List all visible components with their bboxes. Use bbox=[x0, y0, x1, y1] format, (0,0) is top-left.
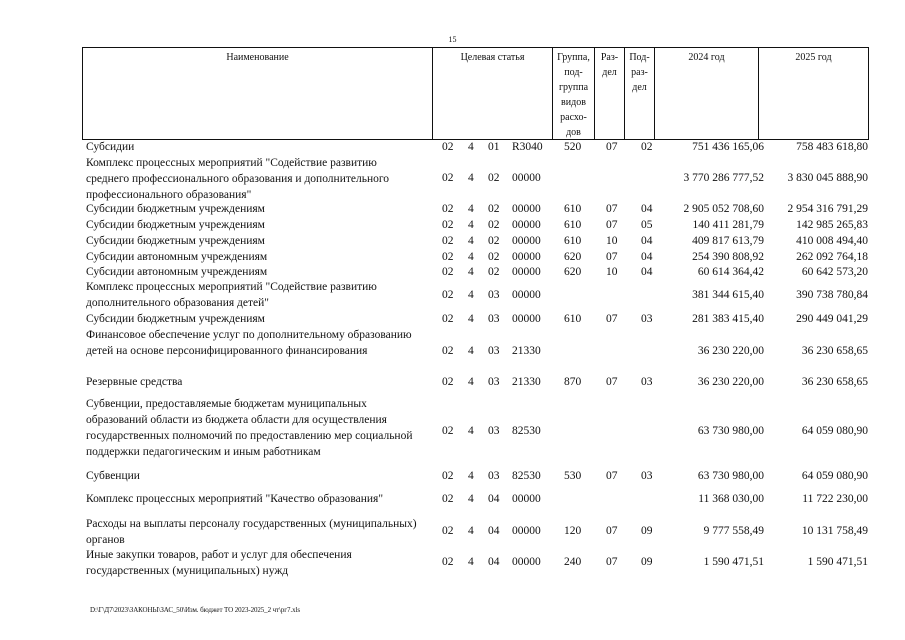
row-name: Субсидии бюджетным учреждениям bbox=[86, 235, 265, 247]
amount-2024: 3 770 286 777,52 bbox=[683, 172, 764, 184]
target-code-2: 4 bbox=[468, 376, 474, 388]
target-code-4: 00000 bbox=[512, 219, 541, 231]
target-code-3: 03 bbox=[488, 470, 500, 482]
row-name: Резервные средства bbox=[86, 376, 183, 388]
row-name: Субсидии бюджетным учреждениям bbox=[86, 313, 265, 325]
row-name: Субсидии бюджетным учреждениям bbox=[86, 219, 265, 231]
target-code-4: 00000 bbox=[512, 266, 541, 278]
header-target: Целевая статья bbox=[433, 48, 553, 139]
row-name: Субсидии автономным учреждениям bbox=[86, 266, 268, 278]
section-code: 07 bbox=[606, 203, 618, 215]
section-code: 10 bbox=[606, 235, 618, 247]
target-code-3: 03 bbox=[488, 344, 500, 357]
amount-2024: 63 730 980,00 bbox=[697, 470, 764, 482]
subsection-code: 02 bbox=[641, 141, 653, 153]
group-code: 520 bbox=[564, 141, 582, 153]
header-subsection: Под- раз- дел bbox=[625, 48, 655, 139]
target-code-2: 4 bbox=[468, 344, 474, 357]
subsection-code: 04 bbox=[641, 251, 653, 263]
table-row bbox=[86, 264, 876, 280]
table-row bbox=[86, 311, 876, 327]
group-code: 610 bbox=[564, 203, 582, 215]
target-code-2: 4 bbox=[468, 525, 474, 537]
section-code: 07 bbox=[606, 251, 618, 263]
header-2025: 2025 год bbox=[759, 48, 869, 139]
target-code-4: 21330 bbox=[512, 344, 541, 357]
target-code-4: 00000 bbox=[512, 556, 541, 568]
amount-2024: 36 230 220,00 bbox=[697, 344, 764, 357]
target-code-1: 02 bbox=[442, 556, 454, 568]
amount-2025: 142 985 265,83 bbox=[796, 219, 868, 231]
target-code-1: 02 bbox=[442, 266, 454, 278]
group-code: 620 bbox=[564, 251, 582, 263]
row-name: Финансовое обеспечение услуг по дополнительному образованию детей на основе персонифицированного финансирования bbox=[86, 329, 412, 357]
amount-2025: 60 642 573,20 bbox=[801, 266, 868, 278]
target-code-3: 02 bbox=[488, 266, 500, 278]
target-code-1: 02 bbox=[442, 470, 454, 482]
target-code-1: 02 bbox=[442, 493, 454, 505]
subsection-code: 04 bbox=[641, 203, 653, 215]
section-code: 07 bbox=[606, 313, 618, 325]
amount-2025: 36 230 658,65 bbox=[801, 376, 868, 388]
group-code: 610 bbox=[564, 313, 582, 325]
subsection-code: 05 bbox=[641, 219, 653, 231]
footer-path: D:\Г\Д7\2023\ЗАКОНЫ\ЗАС_50\Изм. бюджет ТО 2023-2025_2 чт\рг7.xls bbox=[90, 606, 300, 614]
group-code: 870 bbox=[564, 376, 582, 388]
section-code: 07 bbox=[606, 470, 618, 482]
target-code-4: 00000 bbox=[512, 493, 541, 505]
subsection-code: 03 bbox=[641, 313, 653, 325]
header-section: Раз- дел bbox=[595, 48, 625, 139]
target-code-3: 03 bbox=[488, 376, 500, 388]
target-code-4: R3040 bbox=[512, 141, 543, 153]
target-code-3: 03 bbox=[488, 289, 500, 301]
group-code: 610 bbox=[564, 235, 582, 247]
section-code: 07 bbox=[606, 141, 618, 153]
amount-2025: 2 954 316 791,29 bbox=[787, 203, 868, 215]
row-name: Расходы на выплаты персоналу государственных (муниципальных) органов bbox=[86, 518, 417, 546]
target-code-1: 02 bbox=[442, 344, 454, 357]
target-code-2: 4 bbox=[468, 493, 474, 505]
amount-2025: 10 131 758,49 bbox=[801, 525, 868, 537]
amount-2024: 9 777 558,49 bbox=[703, 525, 764, 537]
target-code-4: 00000 bbox=[512, 289, 541, 301]
header-group: Группа, под- группа видов расхо- дов bbox=[553, 48, 595, 139]
table-row bbox=[86, 547, 876, 577]
amount-2024: 254 390 808,92 bbox=[692, 251, 764, 263]
amount-2025: 262 092 764,18 bbox=[796, 251, 868, 263]
subsection-code: 09 bbox=[641, 525, 653, 537]
table-row bbox=[86, 491, 876, 507]
amount-2025: 1 590 471,51 bbox=[807, 556, 868, 568]
amount-2024: 11 368 030,00 bbox=[698, 493, 764, 505]
table-header bbox=[82, 47, 869, 140]
target-code-1: 02 bbox=[442, 219, 454, 231]
amount-2025: 290 449 041,29 bbox=[796, 313, 868, 325]
target-code-3: 02 bbox=[488, 235, 500, 247]
target-code-2: 4 bbox=[468, 235, 474, 247]
target-code-3: 02 bbox=[488, 172, 500, 184]
target-code-3: 04 bbox=[488, 493, 500, 505]
target-code-2: 4 bbox=[468, 251, 474, 263]
section-code: 07 bbox=[606, 376, 618, 388]
target-code-2: 4 bbox=[468, 425, 474, 437]
amount-2024: 381 344 615,40 bbox=[692, 289, 764, 301]
target-code-2: 4 bbox=[468, 219, 474, 231]
row-name: Субсидии bbox=[86, 141, 135, 153]
target-code-2: 4 bbox=[468, 556, 474, 568]
header-name: Наименование bbox=[83, 48, 433, 139]
row-name: Комплекс процессных мероприятий "Качество образования" bbox=[86, 493, 384, 505]
table-row bbox=[86, 516, 876, 546]
target-code-1: 02 bbox=[442, 235, 454, 247]
row-name: Иные закупки товаров, работ и услуг для обеспечения государственных (муниципальных) нужд bbox=[86, 549, 352, 577]
target-code-2: 4 bbox=[468, 141, 474, 153]
target-code-4: 82530 bbox=[512, 425, 541, 437]
subsection-code: 09 bbox=[641, 556, 653, 568]
target-code-1: 02 bbox=[442, 251, 454, 263]
table-row bbox=[86, 217, 876, 233]
amount-2025: 3 830 045 888,90 bbox=[787, 172, 868, 184]
table-row bbox=[86, 396, 876, 466]
amount-2025: 64 059 080,90 bbox=[801, 425, 868, 437]
target-code-1: 02 bbox=[442, 203, 454, 215]
target-code-4: 00000 bbox=[512, 313, 541, 325]
table-row bbox=[86, 201, 876, 217]
amount-2025: 390 738 780,84 bbox=[796, 289, 868, 301]
amount-2024: 63 730 980,00 bbox=[697, 425, 764, 437]
subsection-code: 04 bbox=[641, 266, 653, 278]
subsection-code: 03 bbox=[641, 470, 653, 482]
amount-2024: 751 436 165,06 bbox=[692, 141, 764, 153]
target-code-3: 02 bbox=[488, 203, 500, 215]
amount-2024: 281 383 415,40 bbox=[692, 313, 764, 325]
target-code-3: 04 bbox=[488, 556, 500, 568]
group-code: 120 bbox=[564, 525, 582, 537]
row-name: Субвенции, предоставляемые бюджетам муниципальных образований области из бюджета области для осуществления государственных полномочий по предоставлению мер социальной поддержки педагогическим и иным работникам bbox=[86, 398, 413, 458]
target-code-4: 00000 bbox=[512, 203, 541, 215]
table-row bbox=[86, 279, 876, 311]
row-name: Субсидии бюджетным учреждениям bbox=[86, 203, 265, 215]
page-number: 15 bbox=[448, 35, 457, 44]
target-code-1: 02 bbox=[442, 525, 454, 537]
row-name: Комплекс процессных мероприятий "Содействие развитию дополнительного образования детей" bbox=[86, 281, 377, 309]
amount-2025: 11 722 230,00 bbox=[802, 493, 868, 505]
target-code-4: 00000 bbox=[512, 525, 541, 537]
target-code-2: 4 bbox=[468, 470, 474, 482]
table-row bbox=[86, 155, 876, 201]
group-code: 610 bbox=[564, 219, 582, 231]
amount-2024: 140 411 281,79 bbox=[692, 219, 764, 231]
amount-2024: 1 590 471,51 bbox=[703, 556, 764, 568]
target-code-3: 02 bbox=[488, 219, 500, 231]
table-row bbox=[86, 233, 876, 249]
amount-2024: 2 905 052 708,60 bbox=[683, 203, 764, 215]
table-row bbox=[86, 468, 876, 484]
amount-2024: 60 614 364,42 bbox=[697, 266, 764, 278]
target-code-2: 4 bbox=[468, 203, 474, 215]
amount-2025: 410 008 494,40 bbox=[796, 235, 868, 247]
target-code-3: 02 bbox=[488, 251, 500, 263]
target-code-1: 02 bbox=[442, 313, 454, 325]
target-code-4: 82530 bbox=[512, 470, 541, 482]
target-code-1: 02 bbox=[442, 172, 454, 184]
target-code-3: 03 bbox=[488, 313, 500, 325]
target-code-2: 4 bbox=[468, 266, 474, 278]
target-code-2: 4 bbox=[468, 172, 474, 184]
amount-2025: 64 059 080,90 bbox=[801, 470, 868, 482]
target-code-4: 00000 bbox=[512, 172, 541, 184]
subsection-code: 03 bbox=[641, 376, 653, 388]
table-row bbox=[86, 327, 876, 374]
table-row bbox=[86, 374, 876, 390]
target-code-3: 03 bbox=[488, 425, 500, 437]
section-code: 07 bbox=[606, 525, 618, 537]
section-code: 07 bbox=[606, 556, 618, 568]
target-code-3: 04 bbox=[488, 525, 500, 537]
table-row bbox=[86, 139, 876, 155]
target-code-2: 4 bbox=[468, 289, 474, 301]
group-code: 620 bbox=[564, 266, 582, 278]
row-name: Субсидии автономным учреждениям bbox=[86, 251, 268, 263]
target-code-1: 02 bbox=[442, 141, 454, 153]
target-code-2: 4 bbox=[468, 313, 474, 325]
table-row bbox=[86, 249, 876, 265]
target-code-1: 02 bbox=[442, 289, 454, 301]
target-code-1: 02 bbox=[442, 376, 454, 388]
target-code-1: 02 bbox=[442, 425, 454, 437]
target-code-4: 21330 bbox=[512, 376, 541, 388]
target-code-4: 00000 bbox=[512, 251, 541, 263]
row-name: Субвенции bbox=[86, 470, 140, 482]
amount-2025: 36 230 658,65 bbox=[801, 344, 868, 357]
subsection-code: 04 bbox=[641, 235, 653, 247]
section-code: 10 bbox=[606, 266, 618, 278]
target-code-3: 01 bbox=[488, 141, 500, 153]
section-code: 07 bbox=[606, 219, 618, 231]
group-code: 530 bbox=[564, 470, 582, 482]
group-code: 240 bbox=[564, 556, 582, 568]
row-name: Комплекс процессных мероприятий "Содействие развитию среднего профессионального образования и дополнительного профессионального образования" bbox=[86, 157, 390, 201]
amount-2024: 409 817 613,79 bbox=[692, 235, 764, 247]
header-2024: 2024 год bbox=[655, 48, 759, 139]
amount-2024: 36 230 220,00 bbox=[697, 376, 764, 388]
target-code-4: 00000 bbox=[512, 235, 541, 247]
amount-2025: 758 483 618,80 bbox=[796, 141, 868, 153]
